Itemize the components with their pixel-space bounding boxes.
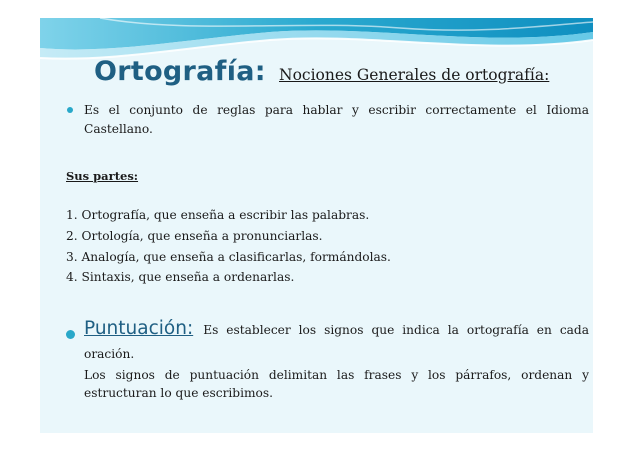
puntuacion-paragraph-line-1: Los signos de puntuación delimitan las frases y los párrafos, ordenan y [84,368,589,382]
intro-line-2: Castellano. [84,122,153,136]
puntuacion-label: Puntuación: [84,318,194,339]
slide-title [94,56,549,90]
title-main: Ortografía: [94,56,266,87]
puntuacion-line-1 [84,320,589,339]
title-subtitle: Nociones Generales de ortografía: [279,66,550,84]
parts-item-3: 3. Analogía, que enseña a clasificarlas, formándolas. [66,250,391,264]
parts-item-1: 1. Ortografía, que enseña a escribir las palabras. [66,208,370,222]
intro-line-1: Es el conjunto de reglas para hablar y escribir correctamente el Idioma [84,103,589,117]
bullet-icon [67,107,73,113]
parts-heading: Sus partes: [66,169,139,183]
bullet-icon [66,330,75,339]
parts-item-4: 4. Sintaxis, que enseña a ordenarlas. [66,270,295,284]
puntuacion-definition: Es establecer los signos que indica la ortografía en cada [203,323,589,337]
parts-item-2: 2. Ortología, que enseña a pronunciarlas. [66,229,323,243]
puntuacion-paragraph-line-2: estructuran lo que escribimos. [84,386,274,400]
puntuacion-line-2: oración. [84,347,135,361]
